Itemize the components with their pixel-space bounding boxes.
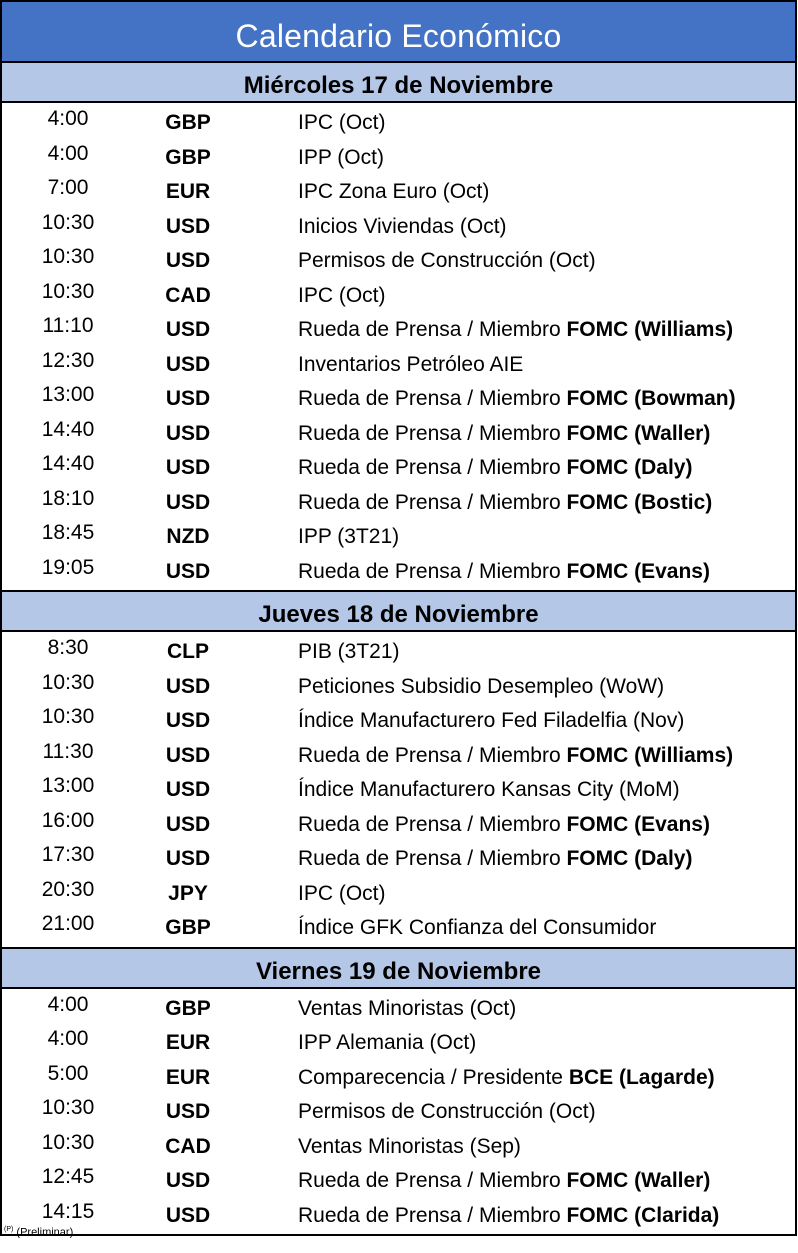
event-time: 10:30	[41, 245, 95, 268]
event-description	[298, 353, 523, 377]
event-row	[2, 312, 795, 347]
event-description	[298, 146, 384, 170]
event-time: 17:30	[41, 843, 95, 866]
event-row	[2, 1198, 795, 1233]
event-bold-text: FOMC (Waller)	[566, 421, 711, 445]
event-row	[2, 278, 795, 313]
event-currency: USD	[165, 812, 211, 836]
event-text: Índice Manufacturero Kansas City (MoM)	[298, 778, 680, 801]
event-text: Comparecencia / Presidente	[298, 1065, 569, 1089]
event-currency: USD	[165, 318, 211, 341]
event-row	[2, 174, 795, 209]
event-text: Ventas Minoristas (Sep)	[298, 1134, 521, 1158]
event-text: Rueda de Prensa / Miembro	[298, 318, 567, 341]
event-time: 13:00	[41, 383, 95, 406]
event-description	[298, 249, 596, 273]
event-time: 8:30	[47, 636, 89, 659]
event-row	[2, 485, 795, 520]
event-text: Rueda de Prensa / Miembro	[298, 559, 567, 583]
event-text: Rueda de Prensa / Miembro	[298, 1203, 567, 1227]
event-description	[298, 491, 712, 515]
event-bold-text: FOMC (Evans)	[566, 812, 710, 836]
event-currency: USD	[165, 559, 211, 583]
event-text: Peticiones Subsidio Desempleo (WoW)	[298, 674, 665, 698]
event-text: IPC (Oct)	[298, 881, 386, 905]
event-description	[298, 215, 507, 239]
event-time: 5:00	[47, 1061, 89, 1085]
event-time: 10:30	[41, 210, 95, 234]
event-time: 16:00	[41, 808, 95, 832]
footnote-mark: (P)	[4, 1226, 14, 1233]
event-text: Rueda de Prensa / Miembro	[298, 490, 567, 514]
event-time: 4:00	[47, 107, 89, 130]
event-bold-text: FOMC (Bostic)	[566, 490, 713, 514]
event-row	[2, 1163, 795, 1198]
footnote-text: (Preliminar)	[16, 1226, 74, 1239]
event-row	[2, 738, 795, 773]
event-row	[2, 807, 795, 842]
event-description	[298, 916, 656, 940]
event-row	[2, 519, 795, 554]
event-text: Índice Manufacturero Fed Filadelfia (Nov)	[298, 709, 685, 732]
event-time: 10:30	[41, 705, 95, 728]
event-time: 14:15	[41, 1199, 95, 1223]
event-currency: GBP	[165, 145, 211, 169]
event-bold-text: FOMC (Williams)	[566, 743, 734, 767]
event-time: 4:00	[47, 141, 89, 165]
event-text: IPC Zona Euro (Oct)	[298, 180, 490, 203]
event-description	[298, 1169, 710, 1193]
event-text: IPP (Oct)	[298, 145, 384, 169]
event-bold-text: BCE (Lagarde)	[568, 1065, 715, 1089]
event-description	[298, 318, 733, 342]
event-text: Inventarios Petróleo AIE	[298, 352, 524, 376]
event-time: 13:00	[41, 774, 95, 797]
event-time: 12:30	[41, 348, 95, 372]
event-time: 4:00	[47, 1027, 89, 1050]
day-header: Jueves 18 de Noviembre	[0, 590, 797, 632]
event-description	[298, 1066, 715, 1090]
event-text: Ventas Minoristas (Oct)	[298, 996, 517, 1020]
event-text: Índice GFK Confianza del Consumidor	[298, 916, 657, 939]
event-row	[2, 140, 795, 175]
event-row	[2, 554, 795, 589]
event-bold-text: FOMC (Daly)	[566, 456, 693, 479]
event-text: Inicios Viviendas (Oct)	[298, 214, 507, 238]
event-currency: USD	[165, 743, 211, 767]
event-currency: USD	[165, 214, 211, 238]
event-currency: JPY	[168, 881, 208, 905]
event-description	[298, 1204, 719, 1228]
event-currency: USD	[165, 490, 211, 514]
event-row	[2, 1025, 795, 1060]
event-time: 18:45	[41, 521, 95, 544]
event-row	[2, 1129, 795, 1164]
event-currency: USD	[165, 249, 211, 272]
day-header: Miércoles 17 de Noviembre	[0, 61, 797, 103]
event-description	[298, 675, 664, 699]
calendar-title: Calendario Económico	[0, 0, 797, 61]
event-list	[0, 989, 797, 1237]
event-currency: USD	[165, 421, 211, 445]
event-currency: GBP	[165, 111, 211, 134]
event-text: Permisos de Construcción (Oct)	[298, 249, 596, 272]
event-bold-text: FOMC (Waller)	[566, 1169, 711, 1192]
event-row	[2, 910, 795, 945]
event-description	[298, 560, 710, 584]
event-row	[2, 416, 795, 451]
event-time: 11:10	[42, 314, 94, 337]
event-description	[298, 525, 399, 549]
event-description	[298, 1100, 596, 1124]
event-row	[2, 703, 795, 738]
event-bold-text: FOMC (Clarida)	[566, 1203, 720, 1227]
event-description	[298, 813, 710, 837]
event-list	[0, 632, 797, 947]
event-row	[2, 209, 795, 244]
event-text: Rueda de Prensa / Miembro	[298, 812, 567, 836]
event-description	[298, 709, 684, 733]
event-time: 10:30	[41, 670, 95, 694]
event-time: 11:30	[42, 739, 94, 763]
event-currency: USD	[165, 352, 211, 376]
event-text: PIB (3T21)	[298, 640, 400, 663]
event-description	[298, 111, 386, 135]
event-description	[298, 744, 733, 768]
event-currency: EUR	[165, 180, 211, 203]
event-time: 4:00	[47, 992, 89, 1016]
event-currency: USD	[165, 387, 211, 410]
event-description	[298, 640, 400, 664]
event-text: Rueda de Prensa / Miembro	[298, 847, 567, 870]
event-currency: USD	[165, 1169, 211, 1192]
event-text: Rueda de Prensa / Miembro	[298, 421, 567, 445]
event-bold-text: FOMC (Williams)	[566, 318, 734, 341]
event-currency: CAD	[165, 283, 211, 307]
event-currency: USD	[165, 1203, 211, 1227]
event-text: IPC (Oct)	[298, 111, 386, 134]
event-row	[2, 1094, 795, 1129]
event-currency: USD	[165, 456, 211, 479]
event-description	[298, 180, 489, 204]
event-description	[298, 387, 736, 411]
event-row	[2, 1060, 795, 1095]
event-row	[2, 841, 795, 876]
event-time: 20:30	[41, 877, 95, 901]
event-description	[298, 1135, 521, 1159]
event-row	[2, 105, 795, 140]
event-bold-text: FOMC (Evans)	[566, 559, 710, 583]
event-description	[298, 997, 516, 1021]
event-text: IPC (Oct)	[298, 283, 386, 307]
event-bold-text: FOMC (Daly)	[566, 847, 693, 870]
event-time: 12:45	[41, 1165, 95, 1188]
footnote	[4, 1226, 73, 1239]
event-row	[2, 381, 795, 416]
event-text: Rueda de Prensa / Miembro	[298, 387, 567, 410]
event-currency: GBP	[165, 916, 211, 939]
event-currency: CLP	[167, 640, 209, 663]
event-time: 21:00	[41, 912, 95, 935]
event-row	[2, 634, 795, 669]
event-time: 10:30	[41, 279, 95, 303]
event-time: 14:40	[41, 417, 95, 441]
event-time: 19:05	[41, 555, 95, 579]
event-row	[2, 991, 795, 1026]
calendar-days	[0, 61, 797, 1236]
event-currency: NZD	[166, 525, 210, 548]
event-text: Rueda de Prensa / Miembro	[298, 1169, 567, 1192]
event-bold-text: FOMC (Bowman)	[566, 387, 736, 410]
event-currency: USD	[165, 709, 211, 732]
event-row	[2, 347, 795, 382]
event-description	[298, 422, 710, 446]
event-time: 10:30	[41, 1130, 95, 1154]
event-row	[2, 243, 795, 278]
event-list	[0, 103, 797, 590]
event-row	[2, 772, 795, 807]
event-currency: USD	[165, 1100, 211, 1123]
event-time: 10:30	[41, 1096, 95, 1119]
event-description	[298, 1031, 476, 1055]
event-currency: EUR	[165, 1031, 211, 1054]
event-currency: GBP	[165, 996, 211, 1020]
event-time: 18:10	[41, 486, 95, 510]
event-row	[2, 450, 795, 485]
event-currency: USD	[165, 778, 211, 801]
event-time: 14:40	[41, 452, 95, 475]
event-text: IPP (3T21)	[298, 525, 400, 548]
event-description	[298, 284, 386, 308]
event-time: 7:00	[47, 176, 89, 199]
event-text: IPP Alemania (Oct)	[298, 1031, 477, 1054]
event-text: Rueda de Prensa / Miembro	[298, 456, 567, 479]
event-text: Permisos de Construcción (Oct)	[298, 1100, 596, 1123]
event-description	[298, 778, 680, 802]
event-currency: CAD	[165, 1134, 211, 1158]
event-currency: USD	[165, 674, 211, 698]
event-row	[2, 876, 795, 911]
event-text: Rueda de Prensa / Miembro	[298, 743, 567, 767]
event-description	[298, 882, 386, 906]
event-row	[2, 669, 795, 704]
day-header: Viernes 19 de Noviembre	[0, 947, 797, 989]
event-currency: USD	[165, 847, 211, 870]
event-description	[298, 456, 692, 480]
event-description	[298, 847, 692, 871]
event-currency: EUR	[165, 1065, 211, 1089]
